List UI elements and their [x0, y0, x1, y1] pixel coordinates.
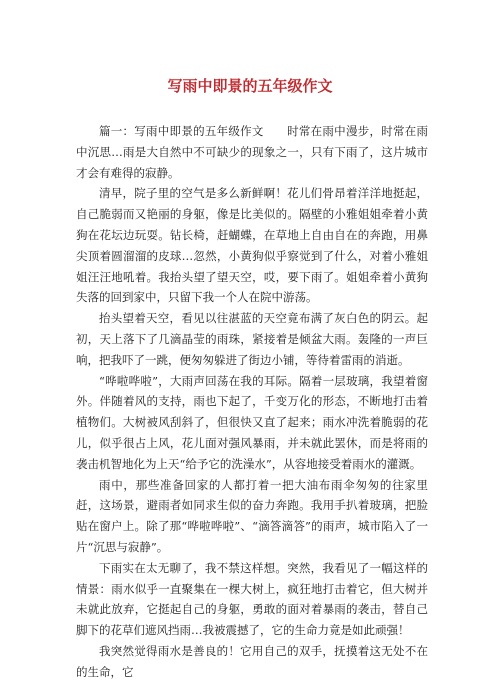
paragraph-3: 抬头望着天空，看见以往湛蓝的天空竟布满了灰白色的阴云。起初，天上落下了几滴晶莹的雨珠，紧接着是倾盆大雨。轰隆的一声巨响，把我吓了一跳，便匆匆躲进了街边小铺，等待着雷雨的消逝。	[76, 311, 428, 367]
paragraph-7: 我突然觉得雨水是善良的！它用自己的双手，抚摸着这无处不在的生命，它	[76, 643, 428, 679]
paragraph-4: “哗啦哗啦”，大雨声回荡在我的耳际。隔着一层玻璃，我望着窗外。伴随着风的支持，雨也下起了，千变万化的形态，不断地打击着植物们。大树被风刮斜了，但很快又直了起来；雨水冲洗着脆弱的花儿，似乎很占上风，花儿面对强风暴雨，并未就此罢休，而是将雨的袭击机智地化为上天“给予它的洗澡水”，从容地接受着雨水的灌溉。	[76, 373, 428, 471]
paragraph-1: 篇一：写雨中即景的五年级作文 时常在雨中漫步，时常在雨中沉思…雨是大自然中不可缺少的现象之一，只有下雨了，这片城市才会有难得的寂静。	[76, 124, 428, 180]
paragraph-2: 清早，院子里的空气是多么新鲜啊！花儿们骨昂着洋洋地挺起，自己脆弱而又艳丽的身躯，像是比美似的。隔壁的小雅姐姐牵着小黄狗在花坛边玩耍。钻长椅，赶蝴蝶，在草地上自由自在的奔跑，用鼻尖顶着圆溜溜的皮球…忽然，小黄狗似乎察觉到了什么，对着小雅姐姐汪汪地吼着。我抬头望了望天空，哎，要下雨了。姐姐牵着小黄狗失落的回到家中，只留下我一个人在院中游荡。	[76, 186, 428, 305]
document-body	[76, 121, 428, 683]
document-title: 写雨中即景的五年级作文	[167, 77, 333, 95]
paragraph-6: 下雨实在太无聊了，我不禁这样想。突然，我看见了一幅这样的情景：雨水似乎一直聚集在一棵大树上，疯狂地打击着它，但大树并未就此放弃，它挺起自己的身躯，勇敢的面对着暴雨的袭击，替自己脚下的花草们遮风挡雨…我被震撼了，它的生命力竟是如此顽强！	[76, 560, 428, 638]
paragraph-5: 雨中，那些准备回家的人都打着一把大油布雨伞匆匆的往家里赶，这场景，避雨者如同求生似的奋力奔跑。我用手扒着玻璃，把脸贴在窗户上。除了那“哗啦哗啦”、“滴答滴答”的雨声，城市陷入了一片“沉思与寂静”。	[76, 477, 428, 554]
